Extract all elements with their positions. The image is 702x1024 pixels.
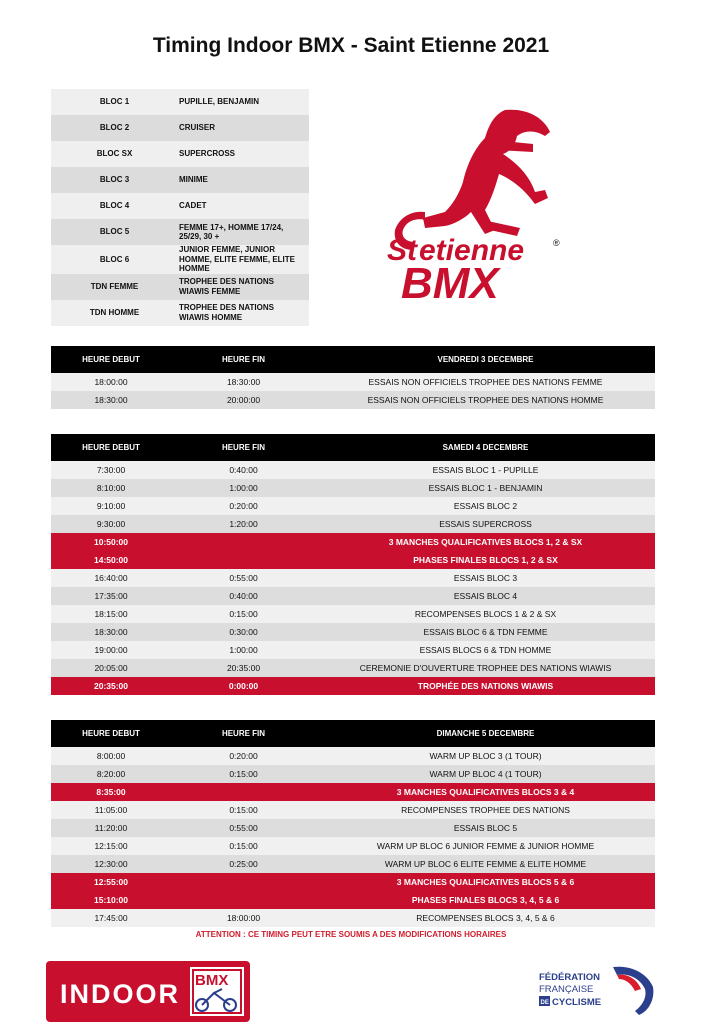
schedule-row <box>51 855 655 873</box>
end-time: 0:30:00 <box>171 623 316 641</box>
end-time: 18:30:00 <box>171 373 316 391</box>
schedule-row <box>51 801 655 819</box>
schedule-row <box>51 569 655 587</box>
bloc-row <box>51 274 309 300</box>
schedule-row <box>51 373 655 391</box>
start-time: 17:35:00 <box>51 587 171 605</box>
end-time: 20:35:00 <box>171 659 316 677</box>
column-header-end: HEURE FIN <box>171 346 316 373</box>
start-time: 9:10:00 <box>51 497 171 515</box>
logo-registered-mark: ® <box>553 238 560 248</box>
logo-bmx-text: BMX <box>401 259 499 305</box>
saint-etienne-bmx-logo <box>385 100 565 305</box>
end-time: 0:20:00 <box>171 747 316 765</box>
bloc-row <box>51 167 309 193</box>
end-time: 0:15:00 <box>171 765 316 783</box>
column-header-start: HEURE DEBUT <box>51 346 171 373</box>
end-time: 1:00:00 <box>171 479 316 497</box>
end-time <box>171 873 316 891</box>
end-time: 0:55:00 <box>171 569 316 587</box>
bloc-category: CADET <box>178 193 309 219</box>
event-label: ESSAIS SUPERCROSS <box>316 515 655 533</box>
logo-etienne-text: etienne <box>419 234 525 267</box>
event-label: TROPHÉE DES NATIONS WIAWIS <box>316 677 655 695</box>
start-time: 18:15:00 <box>51 605 171 623</box>
column-header-end: HEURE FIN <box>171 720 316 747</box>
schedule-row <box>51 551 655 569</box>
schedule-row <box>51 873 655 891</box>
bloc-name: BLOC 1 <box>51 89 178 115</box>
end-time <box>171 533 316 551</box>
page-title: Timing Indoor BMX - Saint Etienne 2021 <box>152 34 550 57</box>
start-time: 20:35:00 <box>51 677 171 695</box>
start-time: 11:05:00 <box>51 801 171 819</box>
schedule-row <box>51 497 655 515</box>
event-label: ESSAIS BLOC 4 <box>316 587 655 605</box>
bloc-table <box>51 89 309 326</box>
ffc-de: DE <box>540 1000 549 1006</box>
schedule-row <box>51 623 655 641</box>
start-time: 8:35:00 <box>51 783 171 801</box>
end-time: 0:25:00 <box>171 855 316 873</box>
bloc-name: BLOC 3 <box>51 167 178 193</box>
bloc-category: TROPHEE DES NATIONS WIAWIS HOMME <box>178 300 309 326</box>
event-label: ESSAIS NON OFFICIELS TROPHEE DES NATIONS FEMME <box>316 373 655 391</box>
start-time: 15:10:00 <box>51 891 171 909</box>
table-header-row <box>51 720 655 747</box>
friday-schedule-table <box>51 346 655 409</box>
bloc-category: MINIME <box>178 167 309 193</box>
schedule-row <box>51 819 655 837</box>
ffc-line2: FRANÇAISE <box>539 984 594 995</box>
schedule-row <box>51 677 655 695</box>
bloc-category: CRUISER <box>178 115 309 141</box>
end-time: 0:40:00 <box>171 587 316 605</box>
start-time: 9:30:00 <box>51 515 171 533</box>
event-label: WARM UP BLOC 4 (1 TOUR) <box>316 765 655 783</box>
bloc-name: TDN FEMME <box>51 274 178 300</box>
end-time: 0:40:00 <box>171 461 316 479</box>
bloc-name: TDN HOMME <box>51 300 178 326</box>
event-label: ESSAIS BLOCS 6 & TDN HOMME <box>316 641 655 659</box>
schedule-row <box>51 783 655 801</box>
schedule-row <box>51 605 655 623</box>
start-time: 17:45:00 <box>51 909 171 927</box>
bloc-name: BLOC 6 <box>51 245 178 274</box>
end-time <box>171 551 316 569</box>
bloc-row <box>51 115 309 141</box>
column-header-end: HEURE FIN <box>171 434 316 461</box>
federation-francaise-cyclisme-logo <box>535 963 657 1018</box>
schedule-row <box>51 533 655 551</box>
schedule-row <box>51 747 655 765</box>
start-time: 19:00:00 <box>51 641 171 659</box>
schedule-row <box>51 765 655 783</box>
bloc-row <box>51 245 309 274</box>
indoor-bmx-badge-text: BMX <box>195 972 229 989</box>
start-time: 10:50:00 <box>51 533 171 551</box>
end-time <box>171 891 316 909</box>
bloc-name: BLOC 5 <box>51 219 178 245</box>
bloc-row <box>51 300 309 326</box>
start-time: 12:30:00 <box>51 855 171 873</box>
logo-st-text: St <box>387 234 417 267</box>
start-time: 8:10:00 <box>51 479 171 497</box>
start-time: 7:30:00 <box>51 461 171 479</box>
bloc-name: BLOC 2 <box>51 115 178 141</box>
event-label: ESSAIS BLOC 5 <box>316 819 655 837</box>
end-time <box>171 783 316 801</box>
table-header-row <box>51 346 655 373</box>
schedule-row <box>51 391 655 409</box>
schedule-row <box>51 479 655 497</box>
event-label: WARM UP BLOC 6 ELITE FEMME & ELITE HOMME <box>316 855 655 873</box>
bloc-row <box>51 89 309 115</box>
schedule-row <box>51 515 655 533</box>
bloc-category: PUPILLE, BENJAMIN <box>178 89 309 115</box>
schedule-row <box>51 891 655 909</box>
attention-notice: ATTENTION : CE TIMING PEUT ETRE SOUMIS A DES MODIFICATIONS HORAIRES <box>195 930 507 939</box>
event-label: WARM UP BLOC 3 (1 TOUR) <box>316 747 655 765</box>
event-label: 3 MANCHES QUALIFICATIVES BLOCS 1, 2 & SX <box>316 533 655 551</box>
event-label: RECOMPENSES BLOCS 3, 4, 5 & 6 <box>316 909 655 927</box>
event-label: PHASES FINALES BLOCS 1, 2 & SX <box>316 551 655 569</box>
event-label: 3 MANCHES QUALIFICATIVES BLOCS 3 & 4 <box>316 783 655 801</box>
ffc-line3: CYCLISME <box>552 997 602 1008</box>
event-label: ESSAIS BLOC 3 <box>316 569 655 587</box>
end-time: 0:00:00 <box>171 677 316 695</box>
column-header-start: HEURE DEBUT <box>51 434 171 461</box>
bloc-name: BLOC 4 <box>51 193 178 219</box>
start-time: 12:55:00 <box>51 873 171 891</box>
schedule-row <box>51 461 655 479</box>
column-header-day: VENDREDI 3 DECEMBRE <box>316 346 655 373</box>
event-label: 3 MANCHES QUALIFICATIVES BLOCS 5 & 6 <box>316 873 655 891</box>
schedule-row <box>51 641 655 659</box>
schedule-row <box>51 587 655 605</box>
end-time: 0:55:00 <box>171 819 316 837</box>
start-time: 16:40:00 <box>51 569 171 587</box>
bloc-row <box>51 193 309 219</box>
schedule-row <box>51 909 655 927</box>
bloc-row <box>51 219 309 245</box>
end-time: 0:15:00 <box>171 801 316 819</box>
start-time: 14:50:00 <box>51 551 171 569</box>
end-time: 0:15:00 <box>171 605 316 623</box>
schedule-row <box>51 837 655 855</box>
bloc-category: TROPHEE DES NATIONS WIAWIS FEMME <box>178 274 309 300</box>
end-time: 0:15:00 <box>171 837 316 855</box>
start-time: 20:05:00 <box>51 659 171 677</box>
start-time: 18:00:00 <box>51 373 171 391</box>
saturday-schedule-table <box>51 434 655 695</box>
start-time: 18:30:00 <box>51 391 171 409</box>
event-label: ESSAIS BLOC 2 <box>316 497 655 515</box>
schedule-row <box>51 659 655 677</box>
bloc-category: SUPERCROSS <box>178 141 309 167</box>
start-time: 18:30:00 <box>51 623 171 641</box>
column-header-start: HEURE DEBUT <box>51 720 171 747</box>
bloc-name: BLOC SX <box>51 141 178 167</box>
event-label: RECOMPENSES BLOCS 1 & 2 & SX <box>316 605 655 623</box>
event-label: ESSAIS BLOC 6 & TDN FEMME <box>316 623 655 641</box>
bloc-category: JUNIOR FEMME, JUNIOR HOMME, ELITE FEMME, ELITE HOMME <box>178 245 309 274</box>
event-label: CEREMONIE D'OUVERTURE TROPHEE DES NATIONS WIAWIS <box>316 659 655 677</box>
start-time: 12:15:00 <box>51 837 171 855</box>
bloc-category: FEMME 17+, HOMME 17/24, 25/29, 30 + <box>178 219 309 245</box>
event-label: WARM UP BLOC 6 JUNIOR FEMME & JUNIOR HOMME <box>316 837 655 855</box>
start-time: 11:20:00 <box>51 819 171 837</box>
bloc-row <box>51 141 309 167</box>
start-time: 8:20:00 <box>51 765 171 783</box>
event-label: RECOMPENSES TROPHEE DES NATIONS <box>316 801 655 819</box>
indoor-bmx-logo <box>46 961 250 1022</box>
event-label: ESSAIS BLOC 1 - PUPILLE <box>316 461 655 479</box>
end-time: 1:00:00 <box>171 641 316 659</box>
column-header-day: DIMANCHE 5 DECEMBRE <box>316 720 655 747</box>
indoor-text: INDOOR <box>60 979 180 1009</box>
start-time: 8:00:00 <box>51 747 171 765</box>
end-time: 20:00:00 <box>171 391 316 409</box>
table-header-row <box>51 434 655 461</box>
event-label: PHASES FINALES BLOCS 3, 4, 5 & 6 <box>316 891 655 909</box>
sunday-schedule-table <box>51 720 655 927</box>
end-time: 18:00:00 <box>171 909 316 927</box>
event-label: ESSAIS BLOC 1 - BENJAMIN <box>316 479 655 497</box>
end-time: 0:20:00 <box>171 497 316 515</box>
ffc-line1: FÉDÉRATION <box>539 972 601 983</box>
event-label: ESSAIS NON OFFICIELS TROPHEE DES NATIONS HOMME <box>316 391 655 409</box>
end-time: 1:20:00 <box>171 515 316 533</box>
column-header-day: SAMEDI 4 DECEMBRE <box>316 434 655 461</box>
